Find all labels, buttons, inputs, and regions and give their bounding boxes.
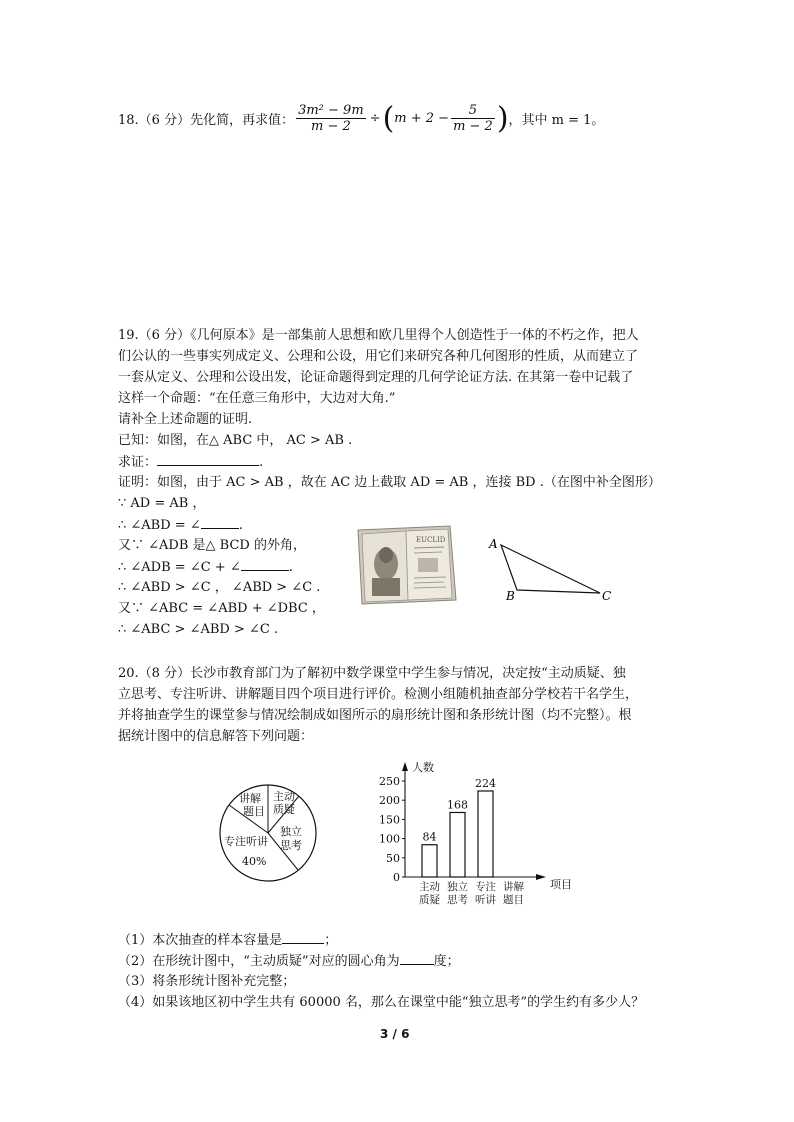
q19-step: ∴ ∠ABD = ∠ .	[118, 518, 243, 533]
y-axis-arrow	[402, 762, 408, 771]
q19-line: 们公认的一些事实列成定义、公理和公设，用它们来研究各种几何图形的性质，从而建立了	[118, 349, 639, 364]
bar-value-label: 168	[447, 798, 468, 812]
q19-step: ∵ AD = AB ，	[118, 496, 206, 511]
y-tick-label: 200	[379, 794, 400, 808]
bar	[478, 791, 493, 877]
q19-qiuzheng: 求证： .	[118, 455, 264, 470]
q19-line: 19.（6 分）《几何原本》是一部集前人思想和欧几里得个人创造性于一体的不朽之作，把人	[118, 328, 639, 343]
answer-blank[interactable]	[241, 558, 289, 571]
x-tick-label: 主动	[419, 881, 440, 893]
x-tick-label: 思考	[447, 894, 468, 906]
pie-slice-label: 讲解	[239, 792, 261, 805]
q19-step: ∴ ∠ADB = ∠C + ∠ .	[118, 560, 293, 575]
triangle-abc-diagram	[484, 532, 614, 604]
euclid-book-image	[352, 522, 460, 608]
q20-sub-question: （2）在形统计图中，“主动质疑”对应的圆心角为 度；	[118, 954, 460, 969]
y-tick-label: 50	[386, 851, 400, 865]
pie-slice-label: 专注听讲	[224, 835, 268, 848]
q18-inner-lead: m + 2 −	[394, 110, 450, 126]
vertex-label-a: A	[489, 537, 498, 551]
pie-slice-value: 40%	[242, 855, 267, 868]
q18-paren-close: )	[496, 100, 509, 136]
q20-line: 并将抽查学生的课堂参与情况绘制成如图所示的扇形统计图和条形统计图（均不完整）。根	[118, 708, 632, 723]
triangle-abc	[501, 545, 600, 593]
pie-slice-label: 质疑	[273, 803, 295, 816]
answer-blank[interactable]	[157, 453, 259, 466]
answer-blank[interactable]	[201, 516, 239, 529]
bar	[450, 812, 465, 877]
bar-value-label: 84	[422, 830, 437, 844]
vertex-label-c: C	[602, 589, 612, 603]
answer-blank[interactable]	[400, 952, 434, 965]
bar	[422, 845, 437, 877]
question-18	[118, 98, 604, 138]
x-tick-label: 专注	[475, 881, 496, 893]
x-tick-label: 讲解	[503, 881, 524, 893]
y-tick-label: 250	[379, 775, 400, 788]
book-cover-text: EUCLID	[416, 536, 446, 544]
y-tick-label: 100	[379, 832, 400, 846]
x-tick-label: 独立	[447, 881, 468, 893]
q20-sub-question: （4）如果该地区初中学生共有 60000 名，那么在课堂中能“独立思考”的学生约有多少人？	[118, 995, 645, 1010]
q18-prefix: 18.（6 分）先化简，再求值：	[118, 112, 295, 128]
q19-proof-line: 证明：如图，由于 AC > AB ，故在 AC 边上截取 AD = AB ，连接 BD .（在图中补全图形）	[118, 475, 661, 490]
q18-suffix: ，其中 m = 1。	[508, 112, 605, 128]
q20-sub-question: （1）本次抽查的样本容量是 ；	[118, 933, 338, 948]
pie-chart	[210, 780, 330, 886]
y-tick-label: 0	[393, 871, 400, 884]
q19-step: 又∵ ∠ADB 是△ BCD 的外角，	[118, 538, 306, 553]
page-number: 3 / 6	[380, 1027, 410, 1041]
x-axis-arrow	[536, 874, 546, 880]
pie-slice-label: 独立	[280, 825, 302, 838]
x-axis-label: 项目	[550, 878, 572, 891]
x-tick-label: 质疑	[419, 894, 440, 906]
bar-chart	[360, 755, 585, 910]
q19-line: 已知：如图，在△ ABC 中， AC > AB .	[118, 433, 353, 448]
y-tick-label: 150	[379, 813, 400, 827]
q19-line: 一套从定义、公理和公设出发，论证命题得到定理的几何学论证方法. 在其第一卷中记载了	[118, 370, 634, 385]
q18-fraction-2: $\frac{5}{m - 2}$	[453, 102, 493, 134]
x-tick-label: 题目	[503, 894, 524, 906]
q20-line: 据统计图中的信息解答下列问题：	[118, 729, 314, 744]
q19-step: 又∵ ∠ABC = ∠ABD + ∠DBC ，	[118, 601, 325, 616]
q18-divide-sign: ÷	[369, 110, 381, 126]
q18-paren-open: (	[382, 100, 395, 136]
pie-slice-label: 题目	[243, 805, 265, 818]
q20-line: 立思考、专注听讲、讲解题目四个项目进行评价。检测小组随机抽查部分学校若干名学生，	[118, 687, 639, 702]
q18-fraction-1: $\frac{\text{3m² − 9m}}{m - 2}$	[298, 102, 364, 134]
q20-line: 20.（8 分）长沙市教育部门为了解初中数学课堂中学生参与情况，决定按“主动质疑、独	[118, 666, 626, 681]
pie-slice-label: 思考	[280, 839, 302, 852]
vertex-label-b: B	[506, 589, 515, 603]
q19-line: 这样一个命题：“在任意三角形中，大边对大角.”	[118, 391, 396, 406]
q19-step: ∴ ∠ABD > ∠C ， ∠ABD > ∠C .	[118, 580, 321, 595]
q20-sub-question: （3）将条形统计图补充完整；	[118, 974, 296, 989]
q19-line: 请补全上述命题的证明.	[118, 412, 253, 427]
pie-slice-label: 主动	[273, 790, 295, 803]
bar-value-label: 224	[475, 776, 496, 790]
y-axis-label: 人数	[412, 761, 434, 774]
x-tick-label: 听讲	[475, 894, 496, 906]
q19-step: ∴ ∠ABC > ∠ABD > ∠C .	[118, 622, 279, 637]
answer-blank[interactable]	[282, 931, 324, 944]
